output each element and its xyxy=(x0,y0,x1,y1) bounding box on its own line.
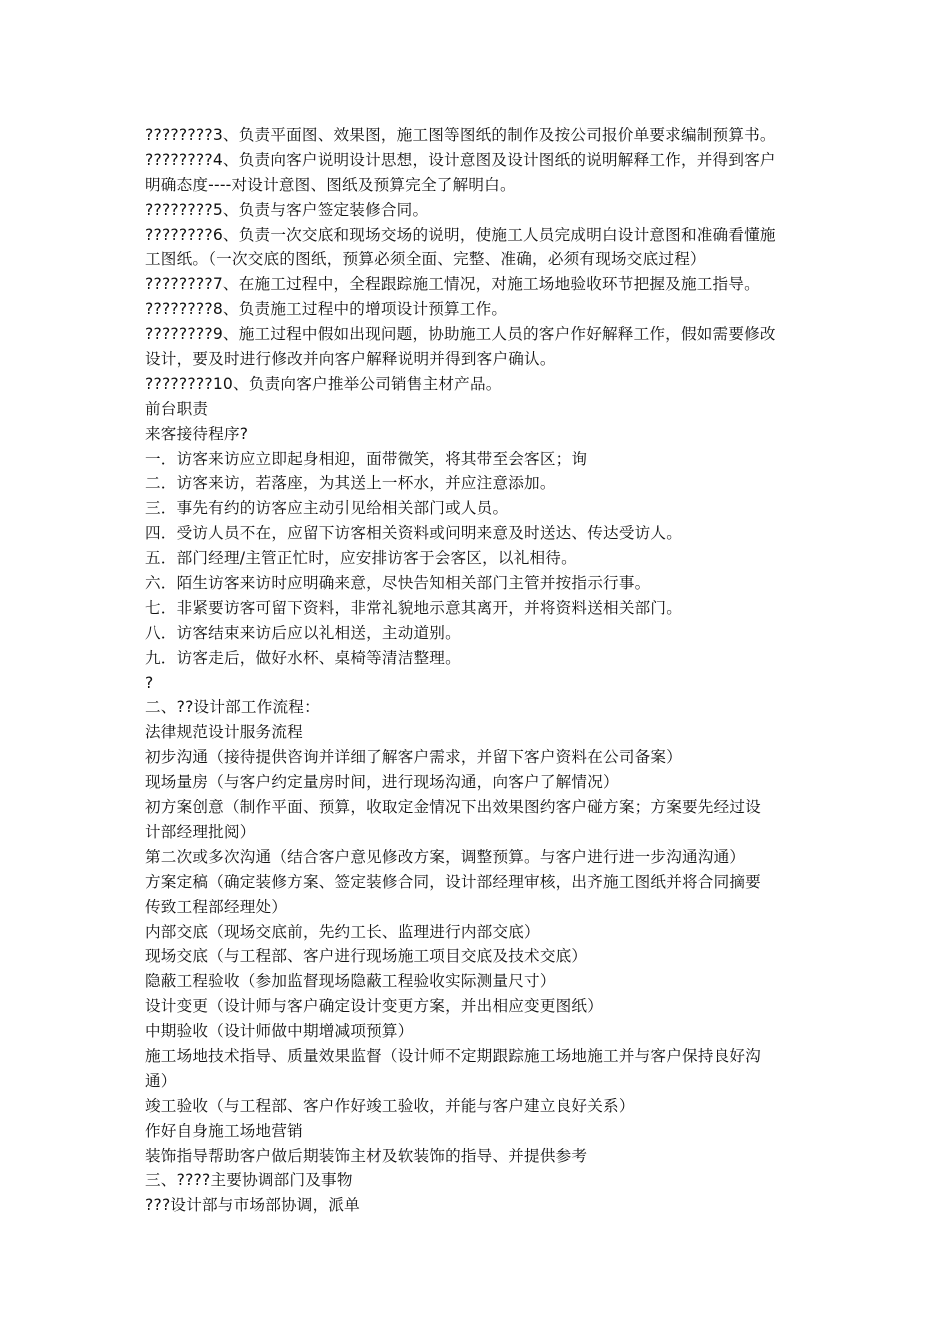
text-line: 五．部门经理/主管正忙时，应安排访客于会客区，以礼相待。 xyxy=(145,549,577,568)
text-line: 作好自身施工场地营销 xyxy=(145,1121,303,1140)
text-line: 三、????主要协调部门及事物 xyxy=(145,1171,353,1190)
text-line: 现场交底（与工程部、客户进行现场施工项目交底及技术交底） xyxy=(145,947,588,966)
text-line: 明确态度----对设计意图、图纸及预算完全了解明白。 xyxy=(145,175,516,194)
text-line: 三．事先有约的访客应主动引见给相关部门或人员。 xyxy=(145,499,509,518)
text-line: 法律规范设计服务流程 xyxy=(145,723,303,742)
text-line: ????????5、负责与客户签定装修合同。 xyxy=(145,200,429,219)
text-line: ????????3、负责平面图、效果图，施工图等图纸的制作及按公司报价单要求编制预算书。 xyxy=(145,126,776,144)
text-line: 设计，要及时进行修改并向客户解释说明并得到客户确认。 xyxy=(145,350,556,369)
text-line: 装饰指导帮助客户做后期装饰主材及软装饰的指导、并提供参考 xyxy=(145,1146,588,1165)
text-line: ????????8、负责施工过程中的增项设计预算工作。 xyxy=(145,300,508,319)
text-line: 内部交底（现场交底前，先约工长、监理进行内部交底） xyxy=(145,922,540,941)
text-line: 初步沟通（接待提供咨询并详细了解客户需求，并留下客户资料在公司备案） xyxy=(145,748,682,767)
text-line: 传致工程部经理处） xyxy=(145,897,288,916)
text-line: 八．访客结束来访后应以礼相送，主动道别。 xyxy=(145,623,461,642)
text-line: 来客接待程序? xyxy=(145,424,249,443)
text-line: 设计变更（设计师与客户确定设计变更方案，并出相应变更图纸） xyxy=(145,997,604,1016)
text-line: 一．访客来访应立即起身相迎，面带微笑，将其带至会客区；询 xyxy=(145,449,588,468)
text-line: 初方案创意（制作平面、预算，收取定金情况下出效果图约客户碰方案；方案要先经过设 xyxy=(145,798,761,817)
text-line: 通） xyxy=(145,1071,177,1090)
text-line: 九．访客走后，做好水杯、桌椅等清洁整理。 xyxy=(145,648,461,667)
text-line: 竣工验收（与工程部、客户作好竣工验收，并能与客户建立良好关系） xyxy=(145,1096,635,1115)
text-line: ????????6、负责一次交底和现场交场的说明，使施工人员完成明白设计意图和准确看懂施 xyxy=(145,225,776,244)
text-line: 工图纸。（一次交底的图纸，预算必须全面、完整、准确，必须有现场交底过程） xyxy=(145,250,706,269)
text-line: ? xyxy=(145,673,154,692)
text-line: 第二次或多次沟通（结合客户意见修改方案，调整预算。与客户进行进一步沟通沟通） xyxy=(145,847,746,866)
text-line: 前台职责 xyxy=(145,399,209,418)
text-line: 隐蔽工程验收（参加监督现场隐蔽工程验收实际测量尺寸） xyxy=(145,972,556,991)
text-line: 施工场地技术指导、质量效果监督（设计师不定期跟踪施工场地施工并与客户保持良好沟 xyxy=(145,1046,761,1065)
text-line: 方案定稿（确定装修方案、签定装修合同，设计部经理审核，出齐施工图纸并将合同摘要 xyxy=(145,872,761,891)
text-line: 二、??设计部工作流程： xyxy=(145,698,320,717)
text-line: 六．陌生访客来访时应明确来意，尽快告知相关部门主管并按指示行事。 xyxy=(145,574,651,593)
text-line: 二．访客来访，若落座，为其送上一杯水，并应注意添加。 xyxy=(145,474,556,493)
text-line: 四．受访人员不在，应留下访客相关资料或问明来意及时送达、传达受访人。 xyxy=(145,524,682,543)
text-line: ????????9、施工过程中假如出现问题，协助施工人员的客户作好解释工作，假如需要修改 xyxy=(145,325,776,344)
text-line: 现场量房（与客户约定量房时间，进行现场沟通，向客户了解情况） xyxy=(145,773,619,792)
text-line: 七．非紧要访客可留下资料，非常礼貌地示意其离开，并将资料送相关部门。 xyxy=(145,598,682,617)
text-line: 中期验收（设计师做中期增减项预算） xyxy=(145,1022,414,1041)
text-line: ????????4、负责向客户说明设计思想，设计意图及设计图纸的说明解释工作，并得到客户 xyxy=(145,150,776,169)
text-line: ???设计部与市场部协调，派单 xyxy=(145,1196,360,1215)
text-line: 计部经理批阅） xyxy=(145,822,256,841)
text-line: ????????10、负责向客户推举公司销售主材产品。 xyxy=(145,374,502,393)
document-body xyxy=(145,123,815,1218)
text-line: ????????7、在施工过程中，全程跟踪施工情况，对施工场地验收环节把握及施工指导。 xyxy=(145,275,760,294)
